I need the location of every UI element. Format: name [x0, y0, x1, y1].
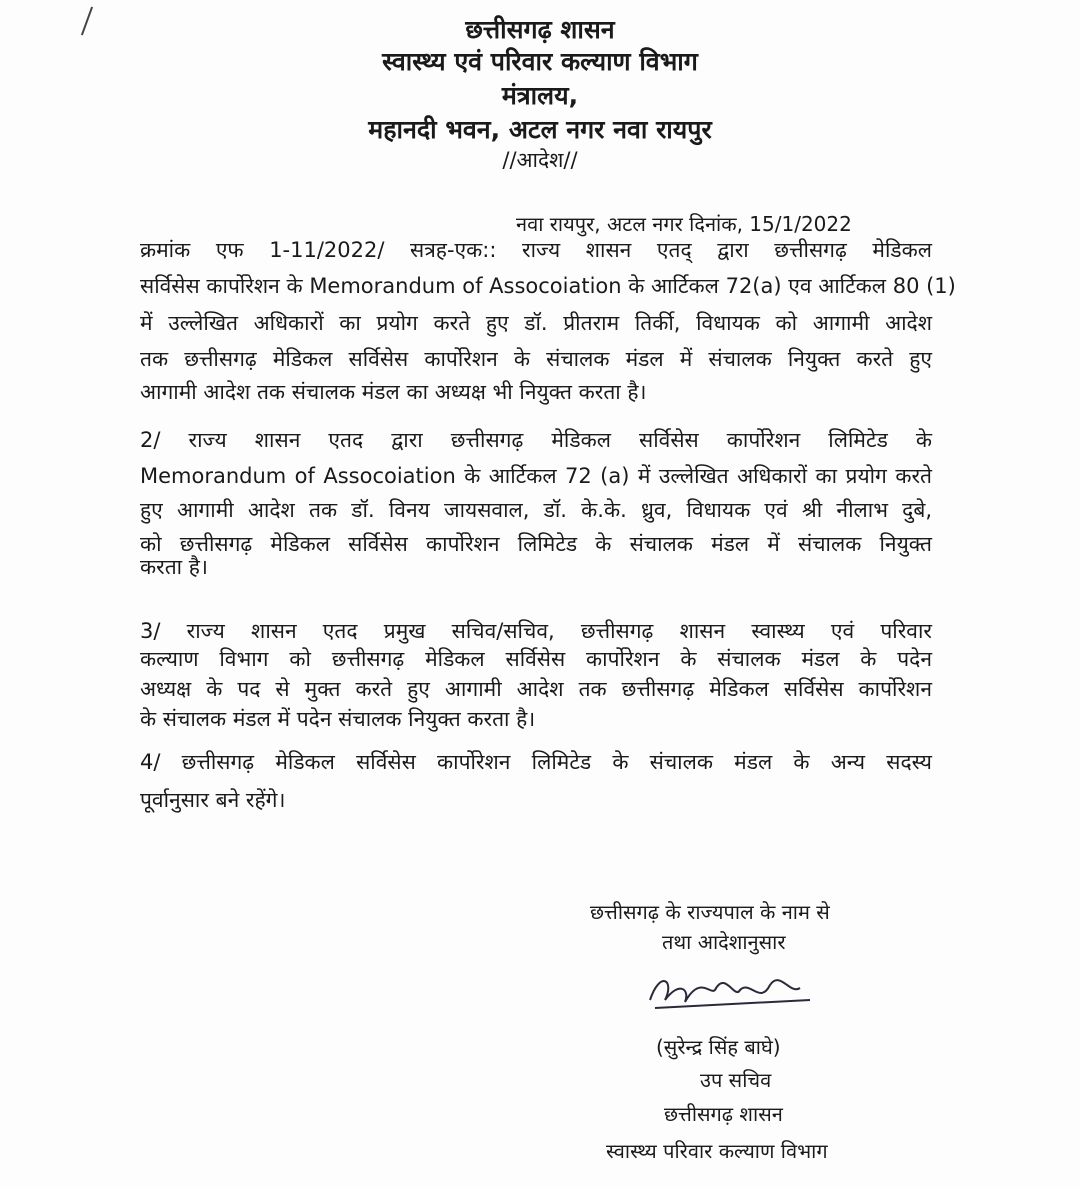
header-address: महानदी भवन, अटल नगर नवा रायपुर: [368, 115, 712, 144]
paragraph-2-line: करता है।: [140, 555, 208, 579]
paragraph-4-line: पूर्वानुसार बने रहेंगे।: [140, 788, 286, 812]
handwritten-signature: [640, 960, 830, 1020]
signatory-department: स्वास्थ्य परिवार कल्याण विभाग: [606, 1139, 828, 1163]
paragraph-4-line: 4/ छत्तीसगढ़ मेडिकल सर्विसेस कार्पोरेशन लिमिटेड के संचालक मंडल के अन्य सदस्य: [140, 750, 932, 774]
paragraph-3-line: के संचालक मंडल में पदेन संचालक नियुक्त करता है।: [140, 707, 536, 731]
paragraph-3-line: 3/ राज्य शासन एतद प्रमुख सचिव/सचिव, छत्तीसगढ़ शासन स्वास्थ्य एवं परिवार: [140, 619, 932, 643]
signatory-govt: छत्तीसगढ़ शासन: [664, 1102, 783, 1126]
header-office: मंत्रालय,: [501, 81, 579, 110]
header-govt: छत्तीसगढ़ शासन: [465, 15, 615, 44]
header-department: स्वास्थ्य एवं परिवार कल्याण विभाग: [382, 47, 698, 76]
signature-on-behalf: छत्तीसगढ़ के राज्यपाल के नाम से: [590, 900, 830, 924]
paragraph-1-line: में उल्लेखित अधिकारों का प्रयोग करते हुए डॉ. प्रीतराम तिर्की, विधायक को आगामी आदेश: [140, 311, 932, 335]
paragraph-2-line: हुए आगामी आदेश तक डॉ. विनय जायसवाल, डॉ. के.के. ध्रुव, विधायक एवं श्री नीलाभ दुबे,: [140, 498, 932, 522]
paragraph-2-line: Memorandum of Assocoiation के आर्टिकल 72 (a) में उल्लेखित अधिकारों का प्रयोग करते: [140, 464, 932, 488]
paragraph-1-line: आगामी आदेश तक संचालक मंडल का अध्यक्ष भी नियुक्त करता है।: [140, 380, 647, 404]
paragraph-1-line: तक छत्तीसगढ़ मेडिकल सर्विसेस कार्पोरेशन के संचालक मंडल में संचालक नियुक्त करते हुए: [140, 347, 932, 371]
order-title: //आदेश//: [502, 148, 578, 172]
signatory-name: (सुरेन्द्र सिंह बाघे): [656, 1035, 781, 1059]
signatory-designation: उप सचिव: [700, 1068, 772, 1092]
paragraph-1-line: सर्विसेस कार्पोरेशन के Memorandum of Assocoiation के आर्टिकल 72(a) एव आर्टिकल 80 (1): [140, 274, 956, 298]
date-line: नवा रायपुर, अटल नगर दिनांक, 15/1/2022: [516, 212, 852, 236]
paragraph-3-line: अध्यक्ष के पद से मुक्त करते हुए आगामी आदेश तक छत्तीसगढ़ मेडिकल सर्विसेस कार्पोरेशन: [140, 677, 932, 701]
paragraph-3-line: कल्याण विभाग को छत्तीसगढ़ मेडिकल सर्विसेस कार्पोरेशन के संचालक मंडल के पदेन: [140, 647, 932, 671]
signature-by-order: तथा आदेशानुसार: [662, 930, 786, 954]
paragraph-2-line: 2/ राज्य शासन एतद द्वारा छत्तीसगढ़ मेडिकल सर्विसेस कार्पोरेशन लिमिटेड के: [140, 428, 932, 452]
paragraph-1-line: क्रमांक एफ 1-11/2022/ सत्रह-एक:: राज्य शासन एतद् द्वारा छत्तीसगढ़ मेडिकल: [140, 238, 932, 262]
paragraph-2-line: को छत्तीसगढ़ मेडिकल सर्विसेस कार्पोरेशन लिमिटेड के संचालक मंडल में संचालक नियुक्त: [140, 532, 932, 556]
